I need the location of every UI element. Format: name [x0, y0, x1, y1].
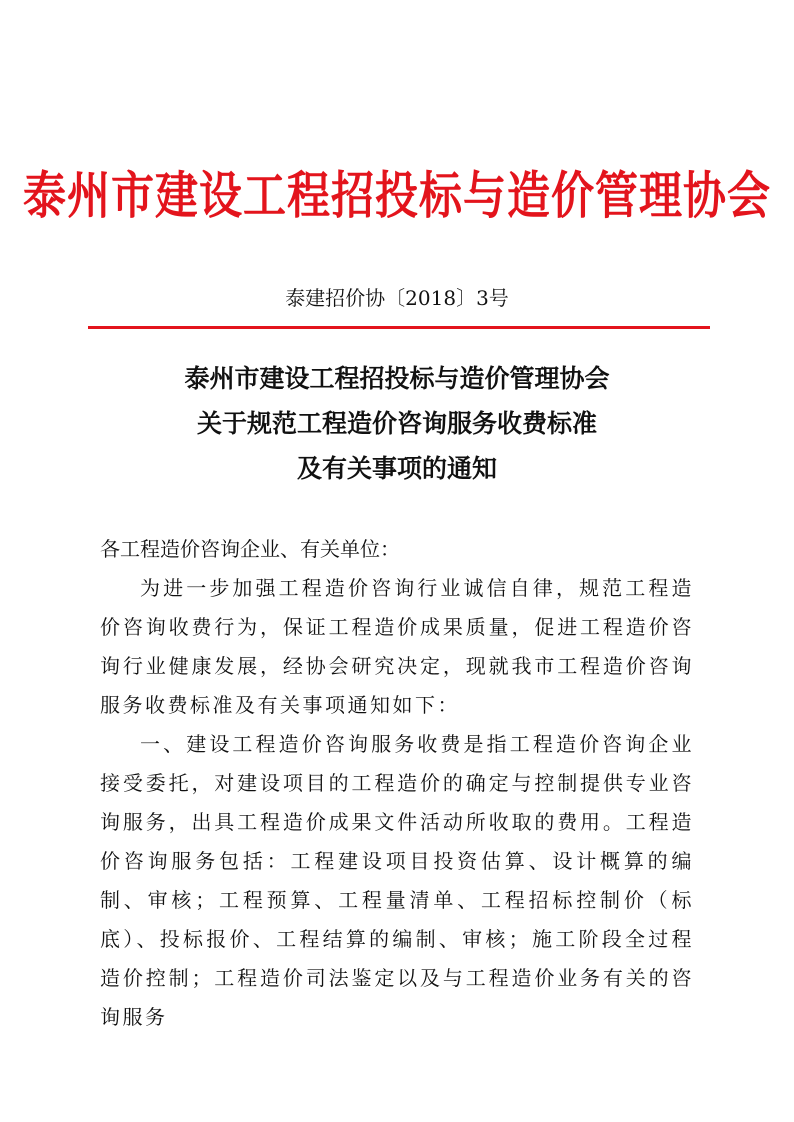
document-body	[100, 530, 694, 1037]
title-line-2: 关于规范工程造价咨询服务收费标准	[196, 409, 597, 438]
salutation: 各工程造价咨询企业、有关单位：	[100, 537, 400, 561]
title-line-3: 及有关事项的通知	[296, 454, 497, 483]
red-divider-line	[88, 326, 710, 329]
title-line-1: 泰州市建设工程招投标与造价管理协会	[184, 364, 610, 393]
masthead-organization: 泰州市建设工程招投标与造价管理协会	[23, 166, 771, 226]
document-title	[0, 356, 794, 491]
document-number: 泰建招价协〔2018〕3号	[285, 286, 509, 310]
paragraph-intro: 为进一步加强工程造价咨询行业诚信自律，规范工程造价咨询收费行为，保证工程造价成果质量，促进工程造价咨询行业健康发展，经协会研究决定，现就我市工程造价咨询服务收费标准及有关事项通知如下：	[100, 576, 694, 717]
paragraph-item-1: 一、建设工程造价咨询服务收费是指工程造价咨询企业接受委托，对建设项目的工程造价的确定与控制提供专业咨询服务，出具工程造价成果文件活动所收取的费用。工程造价咨询服务包括：工程建设项目投资估算、设计概算的编制、审核；工程预算、工程量清单、工程招标控制价（标底）、投标报价、工程结算的编制、审核；施工阶段全过程造价控制；工程造价司法鉴定以及与工程造价业务有关的咨询服务	[100, 732, 694, 1029]
